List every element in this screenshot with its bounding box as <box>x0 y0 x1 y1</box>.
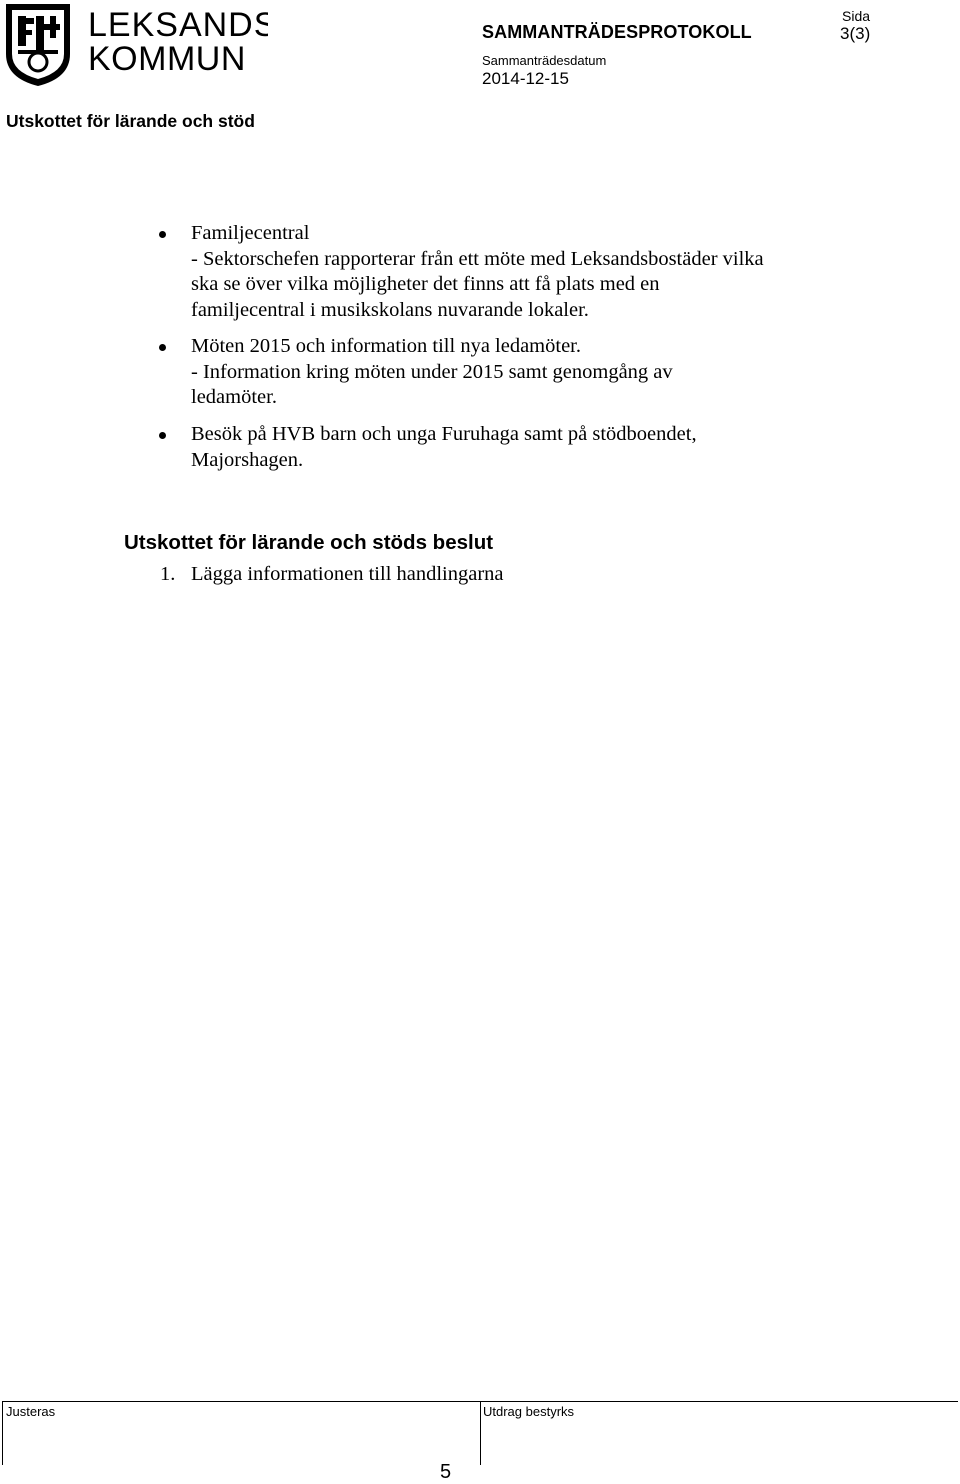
meeting-date-value: 2014-12-15 <box>482 69 569 88</box>
bullet-icon <box>159 344 166 351</box>
page-value: 3(3) <box>840 24 871 43</box>
bullet-line: Besök på HVB barn och unga Furuhaga samt på stödboendet, <box>191 423 697 445</box>
page-number: 5 <box>440 1461 452 1483</box>
coat-of-arms-icon <box>4 2 72 88</box>
bullet-line: - Sektorschefen rapporterar från ett möte med Leksandsbostäder vilka <box>191 247 764 270</box>
bullet-line: Familjecentral <box>191 222 310 244</box>
page-label: Sida <box>842 8 871 24</box>
justeras-label: Justeras <box>6 1404 56 1419</box>
bullet-item-besok <box>191 422 831 473</box>
bullet-item-moten <box>191 334 831 411</box>
bullet-line: Majorshagen. <box>191 448 304 471</box>
bullet-line: - Information kring möten under 2015 samt genomgång av <box>191 360 673 383</box>
municipality-logo-text <box>88 6 268 74</box>
committee-name: Utskottet för lärande och stöd <box>6 111 255 131</box>
bullet-icon <box>159 432 166 439</box>
footer-left-border <box>2 1401 3 1465</box>
meeting-date-label: Sammanträdesdatum <box>482 53 607 68</box>
bullet-item-familjecentral <box>191 221 831 323</box>
footer-middle-border <box>480 1401 481 1465</box>
bullet-line: Möten 2015 och information till nya ledamöter. <box>191 335 581 357</box>
decision-item-number: 1. <box>160 563 176 585</box>
bullet-line: ska se över vilka möjligheter det finns att få plats med en <box>191 273 660 295</box>
logo-line2: KOMMUN <box>88 40 246 74</box>
logo-line1: LEKSANDS <box>88 6 268 44</box>
decision-heading: Utskottet för lärande och stöds beslut <box>124 531 494 554</box>
bullet-line: ledamöter. <box>191 386 277 408</box>
bullet-line: familjecentral i musikskolans nuvarande lokaler. <box>191 298 589 321</box>
bullet-icon <box>159 231 166 238</box>
document-title: SAMMANTRÄDESPROTOKOLL <box>482 22 752 42</box>
decision-item-text: Lägga informationen till handlingarna <box>191 563 504 585</box>
utdrag-label: Utdrag bestyrks <box>483 1404 575 1419</box>
